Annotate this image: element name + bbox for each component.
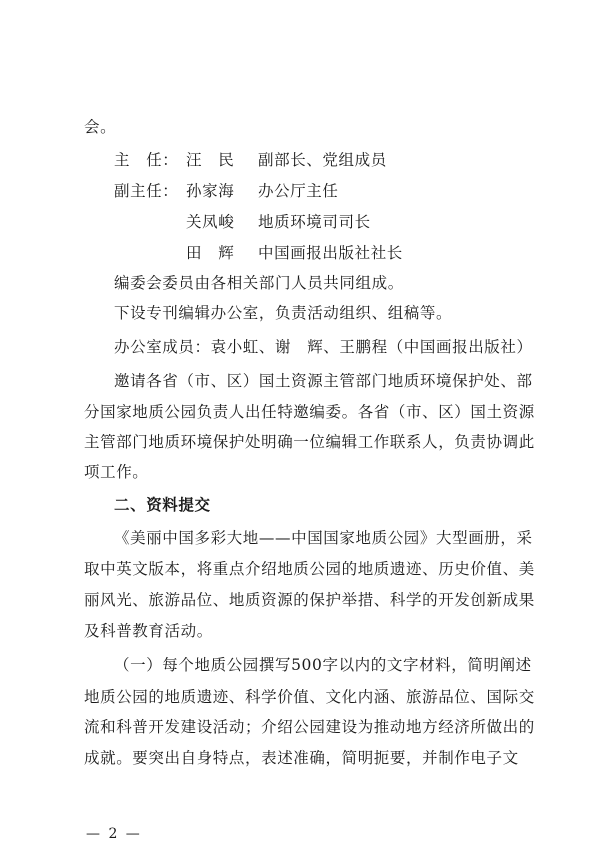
paragraph-item1-line: 地质公园的地质遗迹、科学价值、文化内涵、旅游品位、国际交 [84,688,535,706]
paragraph-invite-line: 主管部门地质环境保护处明确一位编辑工作联系人，负责协调此 [84,433,535,451]
committee-role: 主 任： [114,151,179,169]
paragraph-invite-line: 邀请各省（市、区）国土资源主管部门地质环境保护处、部 [114,372,533,390]
committee-name: 汪 民 [186,151,235,169]
paragraph-office-members: 办公室成员：袁小虹、谢 辉、王鹏程（中国画报出版社） [114,338,533,356]
committee-row [114,243,403,263]
committee-title: 地质环境司司长 [258,213,371,231]
committee-name: 孙家海 [186,182,235,200]
committee-title: 办公厅主任 [258,182,339,200]
committee-title: 副部长、党组成员 [258,151,387,169]
section-heading: 二、资料提交 [114,496,211,514]
paragraph-album-line: 《美丽中国多彩大地——中国国家地质公园》大型画册，采 [114,529,533,547]
paragraph-item1-line: 流和科普开发建设活动；介绍公园建设为推动地方经济所做出的 [84,718,535,736]
page-number: — 2 — [86,826,142,842]
continuation-text: 会。 [84,118,117,136]
paragraph-album-line: 取中英文版本，将重点介绍地质公园的地质遗迹、历史价值、美 [84,560,535,578]
paragraph-item1-line: 成就。要突出自身特点，表述准确，简明扼要，并制作电子文 [84,749,519,767]
paragraph-invite-line: 项工作。 [84,463,149,481]
paragraph-members: 编委会委员由各相关部门人员共同组成。 [114,274,404,292]
committee-row [114,181,339,201]
committee-row [114,150,387,170]
committee-role: 副主任： [114,182,179,200]
paragraph-album-line: 及科普教育活动。 [84,622,213,640]
committee-row [114,212,371,232]
paragraph-office: 下设专刊编辑办公室，负责活动组织、组稿等。 [114,304,453,322]
committee-title: 中国画报出版社社长 [258,244,403,262]
committee-name: 田 辉 [186,244,235,262]
paragraph-item1-line: （一）每个地质公园撰写500字以内的文字材料，简明阐述 [114,656,532,674]
paragraph-album-line: 丽风光、旅游品位、地质资源的保护举措、科学的开发创新成果 [84,591,535,609]
paragraph-invite-line: 分国家地质公园负责人出任特邀编委。各省（市、区）国土资源 [84,403,535,421]
committee-name: 关凤峻 [186,213,235,231]
